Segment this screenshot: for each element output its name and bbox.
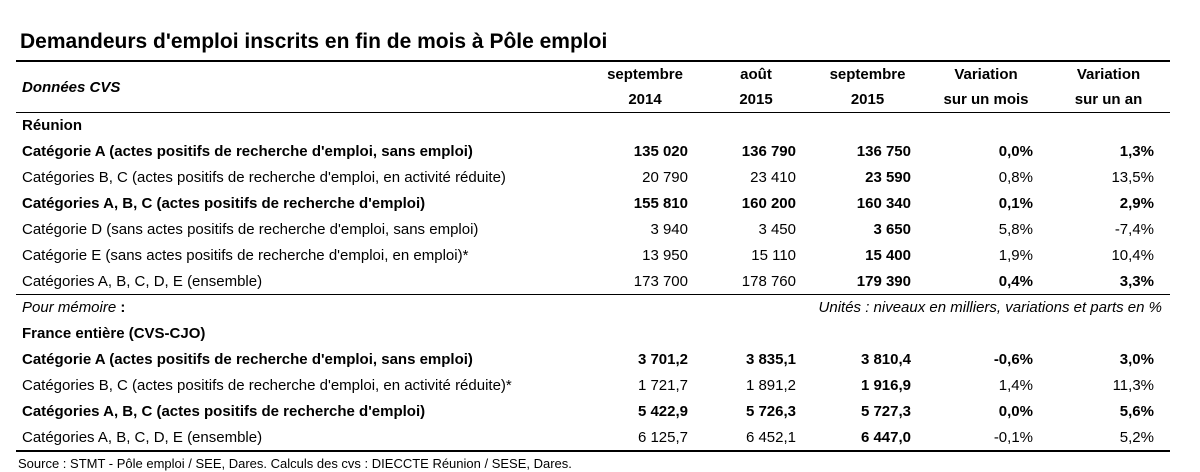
- row-label: Catégories A, B, C, D, E (ensemble): [22, 428, 263, 446]
- header-col-sep-2014: septembre 2014: [607, 66, 683, 108]
- header-col-aout-2015: août 2015: [739, 66, 773, 108]
- statistics-table: [16, 60, 1170, 452]
- table-row: Catégories A, B, C (actes positifs de recherche d'emploi) 155 810 160 200 160 340 0,1% 2,9%: [16, 191, 1170, 217]
- header-col-variation-mois: Variation sur un mois: [943, 66, 1029, 108]
- row-label: Catégorie D (sans actes positifs de recherche d'emploi, sans emploi): [22, 221, 479, 238]
- row-label: Catégories B, C (actes positifs de recherche d'emploi, en activité réduite)*: [22, 377, 512, 394]
- page-title: Demandeurs d'emploi inscrits en fin de mois à Pôle emploi: [20, 30, 608, 53]
- header-donnees: Données CVS: [22, 78, 121, 96]
- header-col-sep-2015: septembre 2015: [829, 66, 906, 108]
- memo-label: Pour mémoire :: [22, 299, 126, 317]
- section-france: France entière (CVS-CJO): [22, 325, 206, 342]
- table-row: Catégories A, B, C (actes positifs de recherche d'emploi) 5 422,9 5 726,3 5 727,3 0,0% 5,6%: [16, 399, 1170, 425]
- memo-row: [16, 295, 1170, 321]
- row-label: Catégorie A (actes positifs de recherche d'emploi, sans emploi): [22, 143, 473, 160]
- table-row: Catégories B, C (actes positifs de recherche d'emploi, en activité réduite) 20 790 23 410 23 590 0,8% 13,5%: [16, 165, 1170, 191]
- table-row: Catégories B, C (actes positifs de recherche d'emploi, en activité réduite)* 1 721,7 1 891,2 1 916,9 1,4% 11,3%: [16, 373, 1170, 399]
- table-row: Catégories A, B, C, D, E (ensemble) 173 700 178 760 179 390 0,4% 3,3%: [16, 269, 1170, 295]
- header-col-variation-an: Variation sur un an: [1074, 66, 1143, 108]
- section-reunion: Réunion: [22, 117, 82, 135]
- source-note: Source : STMT - Pôle emploi / SEE, Dares. Calculs des cvs : DIECCTE Réunion / SESE, Dares.: [18, 456, 572, 471]
- table-row: Catégories A, B, C, D, E (ensemble) 6 125,7 6 452,1 6 447,0 -0,1% 5,2%: [16, 425, 1170, 451]
- table-row: Catégorie A (actes positifs de recherche d'emploi, sans emploi) 3 701,2 3 835,1 3 810,4 -0,6% 3,0%: [16, 347, 1170, 373]
- row-label: Catégories A, B, C (actes positifs de recherche d'emploi): [22, 403, 426, 420]
- row-label: Catégorie E (sans actes positifs de recherche d'emploi, en emploi)*: [22, 247, 469, 264]
- row-label: Catégories A, B, C, D, E (ensemble): [22, 272, 263, 290]
- table-row: Catégorie D (sans actes positifs de recherche d'emploi, sans emploi) 3 940 3 450 3 650 5,8% -7,4%: [16, 217, 1170, 243]
- header-row: [16, 61, 1170, 113]
- table-row: Catégorie E (sans actes positifs de recherche d'emploi, en emploi)* 13 950 15 110 15 400 1,9% 10,4%: [16, 243, 1170, 269]
- row-label: Catégories B, C (actes positifs de recherche d'emploi, en activité réduite): [22, 169, 506, 186]
- row-label: Catégories A, B, C (actes positifs de recherche d'emploi): [22, 195, 426, 212]
- units-note: Unités : niveaux en milliers, variations et parts en %: [818, 299, 1162, 317]
- row-label: Catégorie A (actes positifs de recherche d'emploi, sans emploi): [22, 351, 473, 368]
- table-row: Catégorie A (actes positifs de recherche d'emploi, sans emploi) 135 020 136 790 136 750 0,0% 1,3%: [16, 139, 1170, 165]
